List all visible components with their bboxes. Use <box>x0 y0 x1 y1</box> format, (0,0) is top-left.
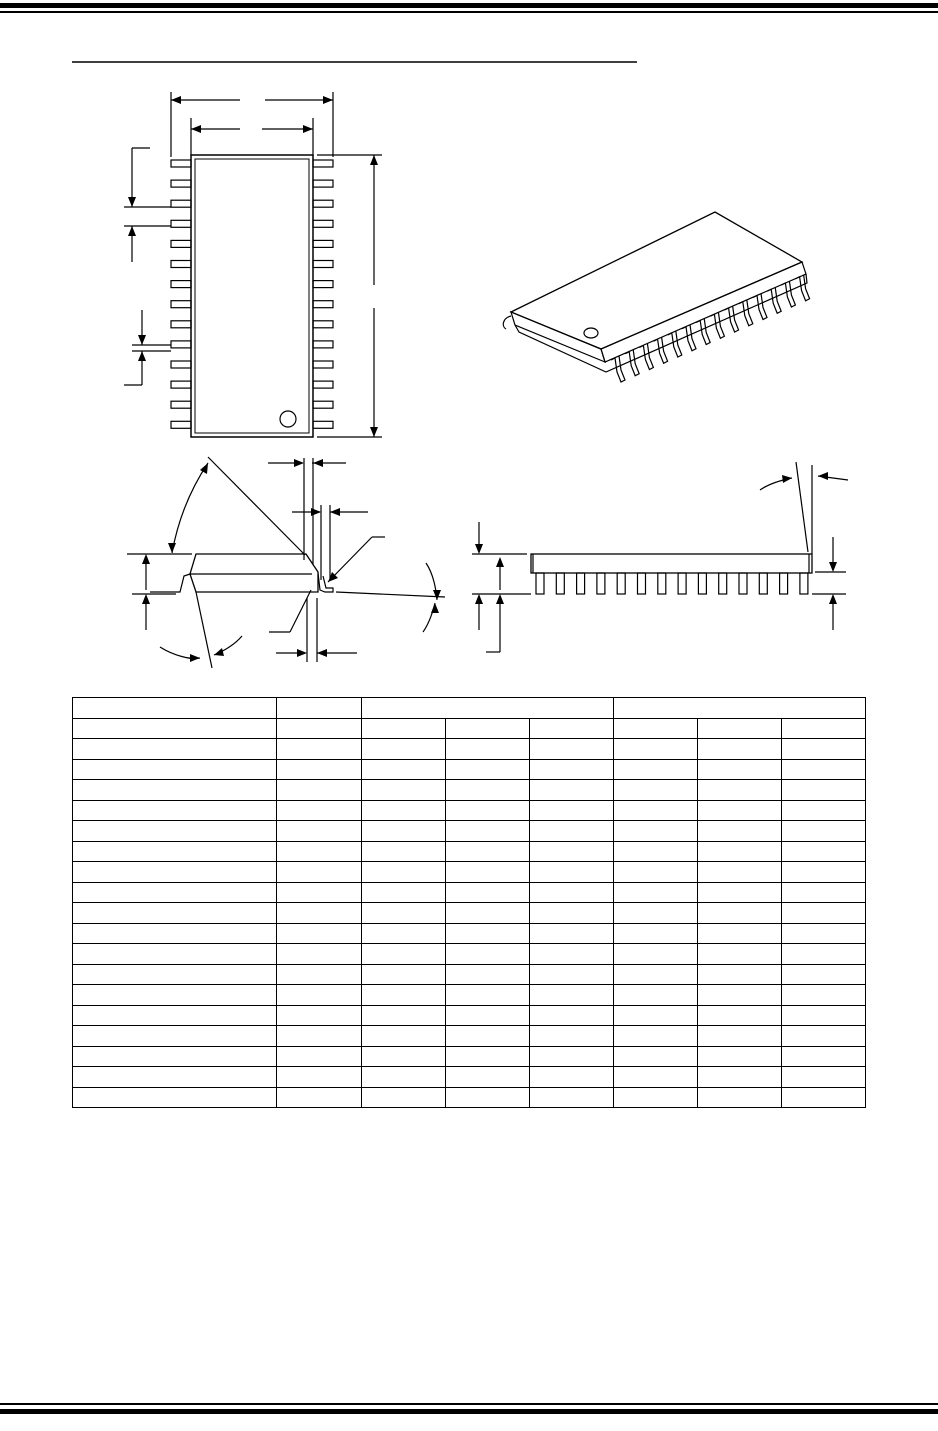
side-view <box>472 462 848 652</box>
table-row <box>73 1005 866 1026</box>
table-row <box>73 903 866 924</box>
table-cell <box>446 759 530 780</box>
table-cell <box>698 1005 782 1026</box>
left-pin <box>171 240 191 247</box>
table-cell <box>73 1067 277 1088</box>
right-pin <box>313 261 333 268</box>
table-cell <box>277 1026 362 1047</box>
table-cell <box>614 759 698 780</box>
table-cell <box>782 1005 866 1026</box>
table-cell <box>446 718 530 739</box>
table-row <box>73 1026 866 1047</box>
end-body <box>190 554 318 592</box>
table-cell <box>614 800 698 821</box>
pin1-marker <box>280 411 296 427</box>
table-cell <box>362 944 446 965</box>
iso-pin1-marker <box>584 328 598 338</box>
table-cell <box>698 964 782 985</box>
table-cell <box>277 1087 362 1108</box>
left-pin <box>171 261 191 268</box>
table-cell <box>277 862 362 883</box>
table-cell <box>530 923 614 944</box>
table-cell <box>530 841 614 862</box>
table-cell <box>73 1087 277 1108</box>
table-cell <box>614 882 698 903</box>
table-cell <box>530 821 614 842</box>
table-cell <box>73 985 277 1006</box>
table-cell <box>782 739 866 760</box>
table-row <box>73 882 866 903</box>
table-cell <box>782 923 866 944</box>
table-cell <box>446 1067 530 1088</box>
table-cell <box>782 800 866 821</box>
iso-right-face <box>601 262 806 362</box>
side-lead <box>739 573 747 594</box>
table-cell <box>614 985 698 1006</box>
table-cell <box>362 759 446 780</box>
table-cell <box>446 985 530 1006</box>
table-cell <box>362 739 446 760</box>
table-cell <box>73 780 277 801</box>
table-row <box>73 759 866 780</box>
table-cell <box>277 964 362 985</box>
left-pin <box>171 421 191 428</box>
table-cell <box>614 923 698 944</box>
table-cell <box>614 841 698 862</box>
table-cell <box>362 923 446 944</box>
table-cell <box>277 944 362 965</box>
right-pin <box>313 401 333 408</box>
table-cell <box>73 718 277 739</box>
table-cell <box>277 923 362 944</box>
table-cell <box>446 739 530 760</box>
table-cell <box>530 800 614 821</box>
table-row <box>73 739 866 760</box>
right-pin <box>313 421 333 428</box>
table-cell <box>277 882 362 903</box>
table-cell <box>698 780 782 801</box>
table-cell <box>530 903 614 924</box>
table-row <box>73 821 866 842</box>
footer-rule-thick <box>0 1409 938 1414</box>
table-cell <box>362 1087 446 1108</box>
table-cell <box>362 821 446 842</box>
table-cell <box>362 1067 446 1088</box>
table-row <box>73 1087 866 1108</box>
right-pins <box>313 160 333 428</box>
table-cell <box>530 1005 614 1026</box>
table-cell <box>446 862 530 883</box>
left-pin <box>171 321 191 328</box>
side-lead <box>597 573 605 594</box>
table-cell <box>530 1026 614 1047</box>
side-lead <box>759 573 767 594</box>
table-cell <box>782 862 866 883</box>
side-lead <box>617 573 625 594</box>
table-cell <box>614 1005 698 1026</box>
right-pin <box>313 180 333 187</box>
table-cell <box>277 903 362 924</box>
table-cell <box>277 841 362 862</box>
table-cell <box>698 1087 782 1108</box>
table-cell <box>446 780 530 801</box>
side-lead <box>719 573 727 594</box>
table-cell <box>698 944 782 965</box>
table-cell <box>782 1087 866 1108</box>
table-cell <box>446 1005 530 1026</box>
side-leads <box>536 573 808 594</box>
table-cell <box>698 862 782 883</box>
isometric-view <box>503 212 809 382</box>
table-cell <box>446 964 530 985</box>
table-cell <box>277 1067 362 1088</box>
table-cell <box>362 1046 446 1067</box>
table-cell <box>614 739 698 760</box>
table-cell <box>362 1005 446 1026</box>
table-cell <box>277 1046 362 1067</box>
table-header-cell <box>362 698 614 719</box>
package-outline-drawing <box>0 0 938 690</box>
table-header-cell <box>73 698 277 719</box>
table-cell <box>73 1005 277 1026</box>
table-cell <box>530 985 614 1006</box>
table-cell <box>446 944 530 965</box>
table-cell <box>362 800 446 821</box>
table-cell <box>530 739 614 760</box>
table-cell <box>362 780 446 801</box>
right-pin <box>313 301 333 308</box>
end-view <box>127 457 445 668</box>
table-cell <box>73 923 277 944</box>
table-cell <box>782 780 866 801</box>
table-cell <box>782 882 866 903</box>
table-cell <box>698 718 782 739</box>
left-pin <box>171 180 191 187</box>
table-cell <box>277 985 362 1006</box>
right-pin <box>313 160 333 167</box>
table-cell <box>530 964 614 985</box>
table-cell <box>73 903 277 924</box>
dimension-table <box>72 697 866 1108</box>
side-lead <box>536 573 544 594</box>
table-cell <box>277 1005 362 1026</box>
right-pin <box>313 321 333 328</box>
table-row <box>73 923 866 944</box>
table-row <box>73 964 866 985</box>
iso-pins <box>611 275 810 382</box>
table-cell <box>698 985 782 1006</box>
dimension-arrowheads <box>128 96 837 662</box>
table-cell <box>614 780 698 801</box>
table-cell <box>782 1046 866 1067</box>
table-cell <box>614 718 698 739</box>
table-cell <box>362 862 446 883</box>
table-cell <box>73 759 277 780</box>
table-cell <box>446 841 530 862</box>
table-cell <box>73 1026 277 1047</box>
table-cell <box>530 1087 614 1108</box>
top-view <box>124 92 382 437</box>
table-cell <box>73 1046 277 1067</box>
left-pin <box>171 381 191 388</box>
left-pin <box>171 361 191 368</box>
table-cell <box>698 800 782 821</box>
right-pin <box>313 381 333 388</box>
table-row <box>73 985 866 1006</box>
table-cell <box>698 759 782 780</box>
table-cell <box>698 1067 782 1088</box>
package-body-inner <box>195 159 309 433</box>
table-cell <box>698 1026 782 1047</box>
table-cell <box>530 759 614 780</box>
table-cell <box>277 780 362 801</box>
table-row <box>73 780 866 801</box>
table-cell <box>277 718 362 739</box>
table-cell <box>277 800 362 821</box>
table-cell <box>446 800 530 821</box>
table-row <box>73 800 866 821</box>
table-cell <box>277 739 362 760</box>
table-cell <box>614 862 698 883</box>
table-cell <box>446 903 530 924</box>
table-cell <box>782 759 866 780</box>
table-cell <box>446 821 530 842</box>
right-pin <box>313 200 333 207</box>
table-row <box>73 862 866 883</box>
iso-front-face <box>511 312 605 362</box>
side-lead <box>658 573 666 594</box>
table-header-cell <box>277 698 362 719</box>
table-cell <box>782 944 866 965</box>
table-cell <box>362 882 446 903</box>
table-cell <box>530 944 614 965</box>
footer-rule-thin <box>0 1403 938 1405</box>
table-cell <box>73 739 277 760</box>
left-pin <box>171 281 191 288</box>
right-pin <box>313 281 333 288</box>
right-pin <box>313 361 333 368</box>
table-cell <box>73 964 277 985</box>
left-pins <box>171 160 191 428</box>
table-cell <box>782 903 866 924</box>
table-cell <box>782 1026 866 1047</box>
table-cell <box>614 821 698 842</box>
table-cell <box>782 821 866 842</box>
table-cell <box>530 718 614 739</box>
left-pin <box>171 301 191 308</box>
table-row <box>73 944 866 965</box>
table-cell <box>698 903 782 924</box>
table-cell <box>614 964 698 985</box>
table-cell <box>530 1067 614 1088</box>
table-cell <box>362 964 446 985</box>
table-cell <box>73 882 277 903</box>
package-body-top <box>191 155 313 437</box>
table-cell <box>782 841 866 862</box>
table-cell <box>73 944 277 965</box>
table-cell <box>698 841 782 862</box>
left-pin <box>171 200 191 207</box>
table-cell <box>362 841 446 862</box>
table-row <box>73 718 866 739</box>
table-header-cell <box>614 698 866 719</box>
side-lead <box>678 573 686 594</box>
right-pin <box>313 341 333 348</box>
table-cell <box>698 821 782 842</box>
table-cell <box>530 882 614 903</box>
left-pin <box>171 220 191 227</box>
table-cell <box>73 841 277 862</box>
table-cell <box>530 1046 614 1067</box>
left-pin <box>171 160 191 167</box>
table-cell <box>782 718 866 739</box>
table-cell <box>614 1046 698 1067</box>
table-cell <box>614 944 698 965</box>
table-cell <box>446 1087 530 1108</box>
table-cell <box>277 821 362 842</box>
right-pin <box>313 240 333 247</box>
table-cell <box>73 821 277 842</box>
table-cell <box>446 1026 530 1047</box>
side-lead <box>780 573 788 594</box>
table-cell <box>446 882 530 903</box>
table-cell <box>614 1087 698 1108</box>
table-cell <box>698 882 782 903</box>
table-cell <box>782 1067 866 1088</box>
table-cell <box>782 964 866 985</box>
table-cell <box>698 739 782 760</box>
table-cell <box>446 923 530 944</box>
side-lead <box>577 573 585 594</box>
side-body <box>531 554 812 573</box>
table-cell <box>782 985 866 1006</box>
table-cell <box>362 903 446 924</box>
table-row <box>73 1046 866 1067</box>
left-pin <box>171 341 191 348</box>
table-cell <box>530 780 614 801</box>
side-lead <box>638 573 646 594</box>
table-cell <box>698 1046 782 1067</box>
table-row <box>73 1067 866 1088</box>
table-row <box>73 841 866 862</box>
side-lead <box>698 573 706 594</box>
table-cell <box>614 1026 698 1047</box>
side-lead <box>800 573 808 594</box>
table-cell <box>614 1067 698 1088</box>
table-cell <box>73 862 277 883</box>
left-pin <box>171 401 191 408</box>
table-cell <box>277 759 362 780</box>
table-cell <box>73 800 277 821</box>
table-cell <box>362 1026 446 1047</box>
table-cell <box>530 862 614 883</box>
table-cell <box>446 1046 530 1067</box>
table-cell <box>698 923 782 944</box>
right-pin <box>313 220 333 227</box>
side-lead <box>556 573 564 594</box>
table-cell <box>362 985 446 1006</box>
table-cell <box>362 718 446 739</box>
table-cell <box>614 903 698 924</box>
table-row <box>73 698 866 719</box>
